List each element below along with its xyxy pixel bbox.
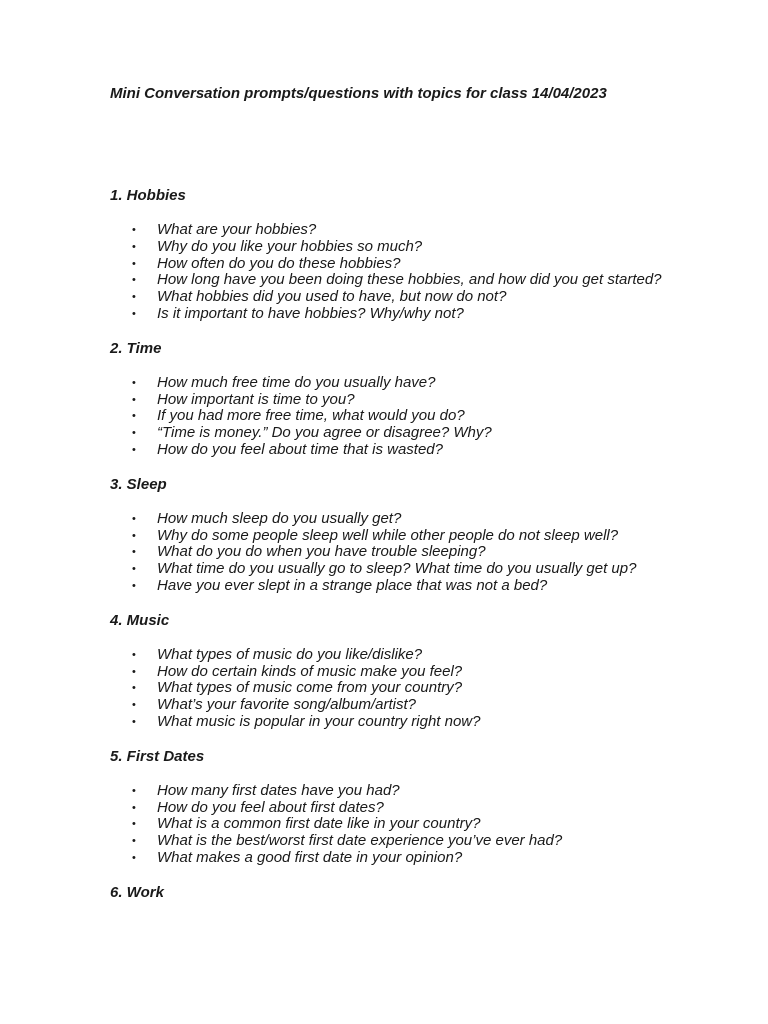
bullet-icon: • (132, 257, 136, 270)
list-item (110, 647, 670, 664)
question-text: How important is time to you? (157, 390, 355, 408)
question-text: How much sleep do you usually get? (157, 509, 402, 527)
question-text: How often do you do these hobbies? (157, 254, 401, 272)
question-list (110, 783, 670, 867)
list-item (110, 289, 670, 306)
section-heading: 5. First Dates (110, 747, 205, 765)
section-music (110, 611, 670, 731)
list-item (110, 561, 670, 578)
section-heading: 2. Time (110, 339, 162, 357)
bullet-icon: • (132, 648, 136, 661)
question-text: What’s your favorite song/album/artist? (157, 696, 417, 714)
question-text: What time do you usually go to sleep? What time do you usually get up? (157, 560, 637, 578)
question-text: Is it important to have hobbies? Why/why not? (157, 304, 464, 322)
question-text: What music is popular in your country right now? (157, 712, 481, 730)
section-work (110, 883, 670, 903)
question-text: What is a common first date like in your country? (157, 815, 481, 833)
list-item (110, 425, 670, 442)
list-item (110, 272, 670, 289)
bullet-icon: • (132, 512, 136, 525)
question-text: If you had more free time, what would you do? (157, 407, 465, 425)
question-text: How do you feel about time that is wasted? (157, 440, 443, 458)
list-item (110, 511, 670, 528)
section-heading: 6. Work (110, 883, 164, 901)
section-heading: 4. Music (110, 611, 170, 629)
document-title: Mini Conversation prompts/questions with topics for class 14/04/2023 (110, 85, 607, 102)
bullet-icon: • (132, 563, 136, 576)
bullet-icon: • (132, 835, 136, 848)
list-item (110, 392, 670, 409)
list-item (110, 256, 670, 273)
bullet-icon: • (132, 715, 136, 728)
section-hobbies (110, 186, 670, 323)
bullet-icon: • (132, 443, 136, 456)
bullet-icon: • (132, 851, 136, 864)
list-item (110, 697, 670, 714)
bullet-icon: • (132, 529, 136, 542)
list-item (110, 239, 670, 256)
bullet-icon: • (132, 699, 136, 712)
section-first-dates (110, 747, 670, 867)
bullet-icon: • (132, 546, 136, 559)
list-item (110, 816, 670, 833)
bullet-icon: • (132, 427, 136, 440)
list-item (110, 800, 670, 817)
list-item (110, 306, 670, 323)
question-text: What types of music come from your country? (157, 679, 463, 697)
list-item (110, 783, 670, 800)
list-item (110, 850, 670, 867)
topic-sections (110, 186, 670, 919)
bullet-icon: • (132, 224, 136, 236)
bullet-icon: • (132, 579, 136, 592)
bullet-icon: • (132, 818, 136, 831)
question-text: What do you do when you have trouble sleeping? (157, 543, 486, 561)
section-heading: 3. Sleep (110, 475, 167, 493)
section-time (110, 339, 670, 459)
bullet-icon: • (132, 801, 136, 814)
question-list (110, 647, 670, 731)
list-item (110, 408, 670, 425)
section-heading: 1. Hobbies (110, 187, 186, 204)
list-item (110, 222, 670, 239)
question-text: What is the best/worst first date experience you’ve ever had? (157, 832, 563, 850)
question-text: What makes a good first date in your opinion? (157, 848, 463, 866)
bullet-icon: • (132, 665, 136, 678)
question-list (110, 222, 670, 323)
bullet-icon: • (132, 376, 136, 389)
question-text: How much free time do you usually have? (157, 373, 436, 391)
bullet-icon: • (132, 240, 136, 253)
question-text: Have you ever slept in a strange place that was not a bed? (157, 576, 548, 594)
list-item (110, 833, 670, 850)
section-sleep (110, 475, 670, 595)
list-item (110, 442, 670, 459)
question-list (110, 511, 670, 595)
question-list (110, 375, 670, 459)
bullet-icon: • (132, 682, 136, 695)
question-text: Why do some people sleep well while other people do not sleep well? (157, 526, 619, 544)
list-item (110, 578, 670, 595)
list-item (110, 528, 670, 545)
question-text: How do certain kinds of music make you feel? (157, 662, 463, 680)
question-text: What types of music do you like/dislike? (157, 645, 423, 663)
question-text: Why do you like your hobbies so much? (157, 237, 423, 255)
question-text: How long have you been doing these hobbies, and how did you get started? (157, 271, 662, 289)
question-text: “Time is money.” Do you agree or disagree? Why? (157, 424, 492, 442)
list-item (110, 680, 670, 697)
list-item (110, 664, 670, 681)
question-text: What hobbies did you used to have, but now do not? (157, 288, 507, 306)
question-text: How many first dates have you had? (157, 781, 400, 799)
question-text: How do you feel about first dates? (157, 798, 384, 816)
bullet-icon: • (132, 291, 136, 304)
question-text: What are your hobbies? (157, 221, 317, 238)
bullet-icon: • (132, 410, 136, 423)
bullet-icon: • (132, 784, 136, 797)
bullet-icon: • (132, 393, 136, 406)
list-item (110, 375, 670, 392)
list-item (110, 544, 670, 561)
bullet-icon: • (132, 274, 136, 287)
list-item (110, 714, 670, 731)
bullet-icon: • (132, 307, 136, 320)
